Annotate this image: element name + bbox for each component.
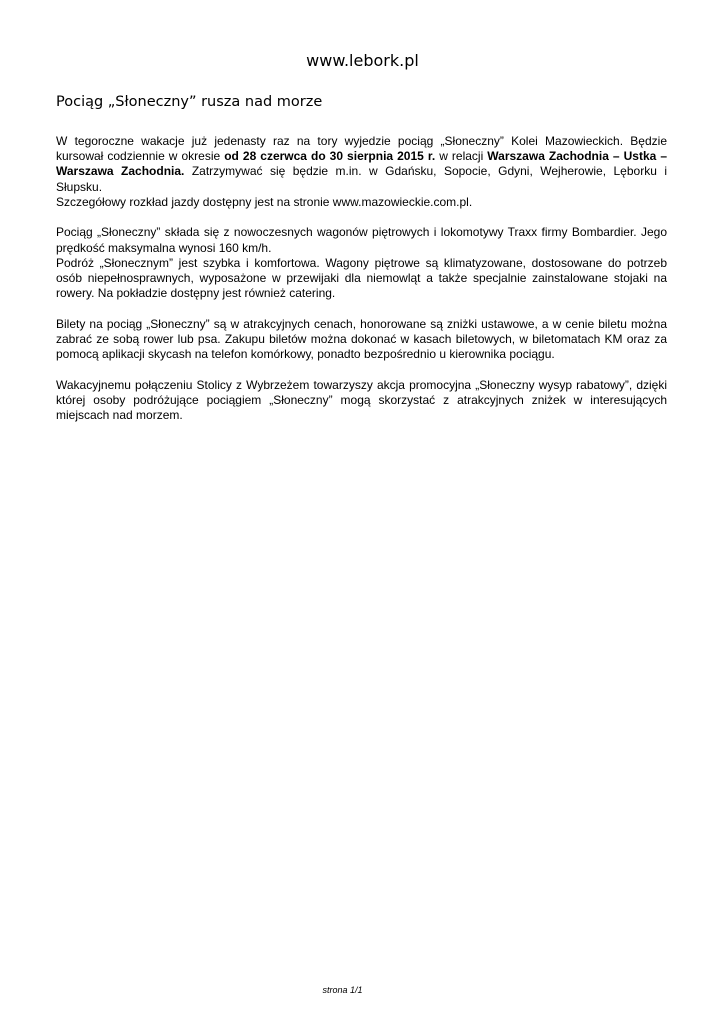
site-header: www.lebork.pl <box>306 51 419 70</box>
text-line: Wakacyjnemu połączeniu Stolicy z Wybrzeżem towarzyszy akcja promocyjna „Słoneczny wysyp rabatowy”, dzięki <box>56 377 667 392</box>
text-run: w relacji <box>435 149 488 164</box>
article-body <box>56 134 667 439</box>
text-line: miejscach nad morzem. <box>56 408 183 423</box>
text-line <box>56 149 667 164</box>
text-line: zabrać ze sobą rower lub psa. Zakupu biletów można dokonać w kasach biletowych, w biletomatach KM oraz za <box>56 332 667 347</box>
paragraph-train <box>56 225 667 301</box>
text-line <box>56 164 667 179</box>
paragraph-tickets <box>56 317 667 363</box>
text-line: której osoby podróżujące pociągiem „Słoneczny” mogą skorzystać z atrakcyjnych zniżek w interesujących <box>56 393 667 408</box>
text-line: Słupsku. <box>56 179 103 194</box>
text-line: Bilety na pociąg „Słoneczny” są w atrakcyjnych cenach, honorowane są zniżki ustawowe, a w cenie biletu można <box>56 316 667 331</box>
paragraph-intro <box>56 134 667 210</box>
text-line: Pociąg „Słoneczny” składa się z nowoczesnych wagonów piętrowych i lokomotywy Traxx firmy Bombardier. Jego <box>56 225 667 240</box>
paragraph-promotion <box>56 378 667 424</box>
route-bold: Warszawa Zachodnia. <box>56 164 185 179</box>
text-line: prędkość maksymalna wynosi 160 km/h. <box>56 240 272 255</box>
text-line: osób niepełnosprawnych, wyposażone w przewijaki dla niemowląt a także specjalnie zainstalowane stojaki na <box>56 271 667 285</box>
text-run: kursował codziennie w okresie <box>56 149 225 164</box>
article-title: Pociąg „Słoneczny” rusza nad morze <box>56 94 323 110</box>
text-run: Zatrzymywać się będzie m.in. w Gdańsku, Sopocie, Gdyni, Wejherowie, Lęborku i <box>184 164 667 179</box>
text-line: W tegoroczne wakacje już jedenasty raz na tory wyjedzie pociąg „Słoneczny” Kolei Mazowieckich. Będzie <box>56 134 667 148</box>
text-line: pomocą aplikacji skycash na telefon komórkowy, ponadto bezpośrednio u kierownika pociągu. <box>56 347 555 362</box>
text-line: Szczegółowy rozkład jazdy dostępny jest na stronie www.mazowieckie.com.pl. <box>56 194 473 209</box>
page-number: strona 1/1 <box>322 985 363 995</box>
text-line: rowery. Na pokładzie dostępny jest również catering. <box>56 286 336 301</box>
route-bold: Warszawa Zachodnia – Ustka – <box>487 149 668 164</box>
date-range-bold: od 28 czerwca do 30 sierpnia 2015 r. <box>224 149 436 164</box>
text-line: Podróż „Słonecznym” jest szybka i komfortowa. Wagony piętrowe są klimatyzowane, dostosowane do potrzeb <box>56 255 667 270</box>
